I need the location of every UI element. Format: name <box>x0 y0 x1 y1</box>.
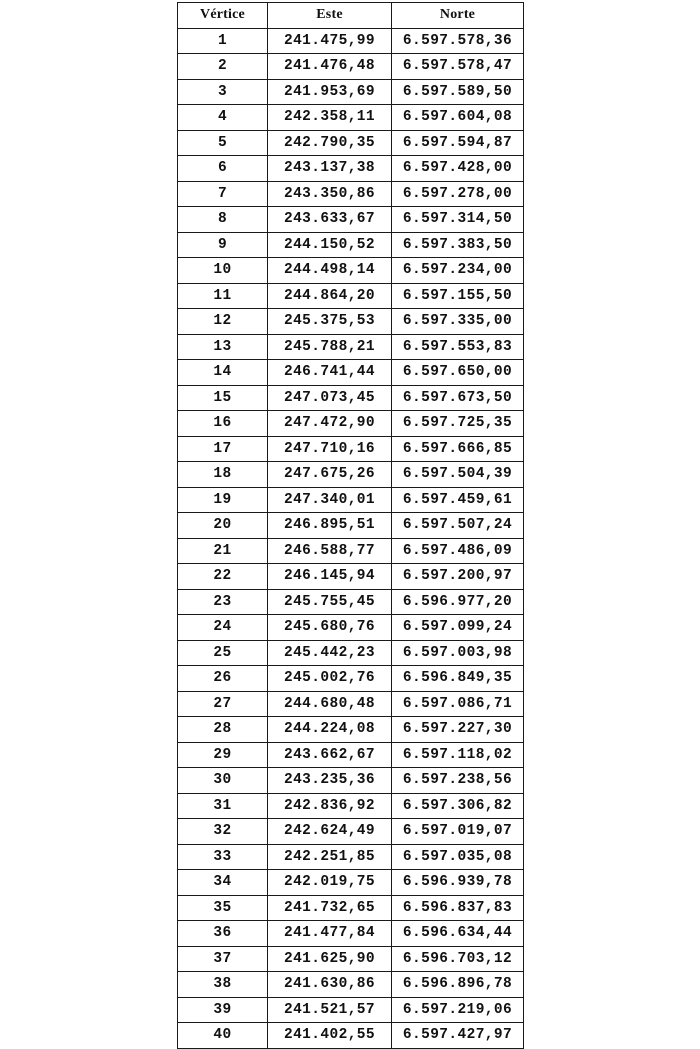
cell-vertex: 2 <box>178 54 268 80</box>
table-row <box>178 28 524 54</box>
cell-east: 244.224,08 <box>268 717 392 743</box>
cell-vertex: 31 <box>178 793 268 819</box>
cell-vertex: 16 <box>178 411 268 437</box>
cell-vertex: 11 <box>178 283 268 309</box>
table-row <box>178 564 524 590</box>
cell-east: 247.675,26 <box>268 462 392 488</box>
cell-east: 243.137,38 <box>268 156 392 182</box>
cell-east: 242.358,11 <box>268 105 392 131</box>
table-row <box>178 742 524 768</box>
cell-north: 6.597.234,00 <box>392 258 524 284</box>
table-row <box>178 997 524 1023</box>
table-row <box>178 487 524 513</box>
table-row <box>178 105 524 131</box>
cell-vertex: 6 <box>178 156 268 182</box>
cell-east: 244.150,52 <box>268 232 392 258</box>
cell-east: 247.073,45 <box>268 385 392 411</box>
cell-north: 6.596.849,35 <box>392 666 524 692</box>
cell-north: 6.597.306,82 <box>392 793 524 819</box>
cell-vertex: 22 <box>178 564 268 590</box>
cell-north: 6.597.666,85 <box>392 436 524 462</box>
table-row <box>178 819 524 845</box>
cell-vertex: 13 <box>178 334 268 360</box>
cell-east: 246.588,77 <box>268 538 392 564</box>
cell-east: 241.476,48 <box>268 54 392 80</box>
table-row <box>178 589 524 615</box>
table-row <box>178 283 524 309</box>
table-row <box>178 972 524 998</box>
table-row <box>178 844 524 870</box>
cell-vertex: 27 <box>178 691 268 717</box>
cell-north: 6.597.504,39 <box>392 462 524 488</box>
table-row <box>178 360 524 386</box>
table-row <box>178 156 524 182</box>
cell-north: 6.597.118,02 <box>392 742 524 768</box>
cell-vertex: 29 <box>178 742 268 768</box>
cell-vertex: 9 <box>178 232 268 258</box>
cell-vertex: 33 <box>178 844 268 870</box>
cell-north: 6.597.604,08 <box>392 105 524 131</box>
cell-east: 247.710,16 <box>268 436 392 462</box>
table-row <box>178 538 524 564</box>
table-row <box>178 513 524 539</box>
cell-vertex: 32 <box>178 819 268 845</box>
cell-east: 242.251,85 <box>268 844 392 870</box>
cell-north: 6.596.703,12 <box>392 946 524 972</box>
cell-east: 245.442,23 <box>268 640 392 666</box>
cell-vertex: 20 <box>178 513 268 539</box>
table-row <box>178 946 524 972</box>
cell-east: 241.475,99 <box>268 28 392 54</box>
table-row <box>178 207 524 233</box>
cell-vertex: 14 <box>178 360 268 386</box>
table-row <box>178 411 524 437</box>
cell-east: 241.732,65 <box>268 895 392 921</box>
cell-north: 6.597.428,00 <box>392 156 524 182</box>
cell-north: 6.597.589,50 <box>392 79 524 105</box>
cell-north: 6.597.486,09 <box>392 538 524 564</box>
cell-vertex: 19 <box>178 487 268 513</box>
cell-east: 243.662,67 <box>268 742 392 768</box>
header-row <box>178 3 524 29</box>
cell-vertex: 3 <box>178 79 268 105</box>
cell-east: 241.625,90 <box>268 946 392 972</box>
cell-vertex: 4 <box>178 105 268 131</box>
cell-north: 6.597.507,24 <box>392 513 524 539</box>
table-header <box>178 3 524 29</box>
cell-vertex: 36 <box>178 921 268 947</box>
cell-vertex: 24 <box>178 615 268 641</box>
cell-vertex: 5 <box>178 130 268 156</box>
cell-east: 247.472,90 <box>268 411 392 437</box>
cell-east: 242.790,35 <box>268 130 392 156</box>
table-row <box>178 258 524 284</box>
cell-vertex: 1 <box>178 28 268 54</box>
cell-north: 6.597.200,97 <box>392 564 524 590</box>
table-row <box>178 309 524 335</box>
cell-north: 6.597.278,00 <box>392 181 524 207</box>
cell-east: 245.375,53 <box>268 309 392 335</box>
cell-east: 245.002,76 <box>268 666 392 692</box>
cell-north: 6.597.553,83 <box>392 334 524 360</box>
table-row <box>178 334 524 360</box>
cell-east: 241.402,55 <box>268 1023 392 1049</box>
table-row <box>178 640 524 666</box>
cell-north: 6.596.837,83 <box>392 895 524 921</box>
cell-north: 6.597.459,61 <box>392 487 524 513</box>
cell-north: 6.597.673,50 <box>392 385 524 411</box>
cell-north: 6.597.099,24 <box>392 615 524 641</box>
cell-north: 6.597.086,71 <box>392 691 524 717</box>
cell-vertex: 37 <box>178 946 268 972</box>
table-row <box>178 79 524 105</box>
cell-north: 6.597.219,06 <box>392 997 524 1023</box>
cell-north: 6.597.650,00 <box>392 360 524 386</box>
cell-east: 241.953,69 <box>268 79 392 105</box>
cell-north: 6.597.238,56 <box>392 768 524 794</box>
cell-east: 241.630,86 <box>268 972 392 998</box>
cell-east: 243.633,67 <box>268 207 392 233</box>
table-row <box>178 181 524 207</box>
cell-north: 6.597.035,08 <box>392 844 524 870</box>
table-row <box>178 921 524 947</box>
table-row <box>178 436 524 462</box>
table-row <box>178 232 524 258</box>
cell-vertex: 39 <box>178 997 268 1023</box>
cell-east: 242.624,49 <box>268 819 392 845</box>
cell-east: 243.235,36 <box>268 768 392 794</box>
cell-east: 241.477,84 <box>268 921 392 947</box>
cell-north: 6.596.634,44 <box>392 921 524 947</box>
cell-vertex: 28 <box>178 717 268 743</box>
cell-east: 244.680,48 <box>268 691 392 717</box>
cell-north: 6.597.725,35 <box>392 411 524 437</box>
cell-vertex: 23 <box>178 589 268 615</box>
cell-east: 245.680,76 <box>268 615 392 641</box>
cell-north: 6.597.578,36 <box>392 28 524 54</box>
cell-north: 6.596.977,20 <box>392 589 524 615</box>
header-north: Norte <box>392 3 524 29</box>
cell-north: 6.597.227,30 <box>392 717 524 743</box>
table-row <box>178 54 524 80</box>
table-row <box>178 615 524 641</box>
cell-east: 242.836,92 <box>268 793 392 819</box>
cell-east: 245.788,21 <box>268 334 392 360</box>
table-row <box>178 666 524 692</box>
cell-north: 6.597.019,07 <box>392 819 524 845</box>
table-row <box>178 768 524 794</box>
cell-vertex: 25 <box>178 640 268 666</box>
table-row <box>178 130 524 156</box>
cell-north: 6.597.314,50 <box>392 207 524 233</box>
cell-north: 6.597.335,00 <box>392 309 524 335</box>
table-row <box>178 691 524 717</box>
cell-vertex: 7 <box>178 181 268 207</box>
table-row <box>178 717 524 743</box>
table-row <box>178 895 524 921</box>
table-row <box>178 870 524 896</box>
cell-vertex: 17 <box>178 436 268 462</box>
cell-east: 244.864,20 <box>268 283 392 309</box>
table-row <box>178 385 524 411</box>
table-body <box>178 28 524 1048</box>
cell-vertex: 10 <box>178 258 268 284</box>
cell-north: 6.597.155,50 <box>392 283 524 309</box>
header-vertex: Vértice <box>178 3 268 29</box>
cell-east: 247.340,01 <box>268 487 392 513</box>
coordinates-table <box>177 2 524 1049</box>
cell-vertex: 18 <box>178 462 268 488</box>
cell-north: 6.597.383,50 <box>392 232 524 258</box>
cell-vertex: 12 <box>178 309 268 335</box>
cell-east: 243.350,86 <box>268 181 392 207</box>
cell-vertex: 21 <box>178 538 268 564</box>
cell-east: 246.895,51 <box>268 513 392 539</box>
cell-vertex: 38 <box>178 972 268 998</box>
cell-east: 242.019,75 <box>268 870 392 896</box>
cell-east: 246.145,94 <box>268 564 392 590</box>
cell-north: 6.597.427,97 <box>392 1023 524 1049</box>
cell-east: 244.498,14 <box>268 258 392 284</box>
cell-vertex: 30 <box>178 768 268 794</box>
cell-vertex: 35 <box>178 895 268 921</box>
cell-vertex: 34 <box>178 870 268 896</box>
table-row <box>178 793 524 819</box>
cell-east: 245.755,45 <box>268 589 392 615</box>
cell-north: 6.597.003,98 <box>392 640 524 666</box>
cell-east: 246.741,44 <box>268 360 392 386</box>
cell-vertex: 40 <box>178 1023 268 1049</box>
cell-north: 6.597.594,87 <box>392 130 524 156</box>
cell-north: 6.596.896,78 <box>392 972 524 998</box>
cell-north: 6.596.939,78 <box>392 870 524 896</box>
cell-east: 241.521,57 <box>268 997 392 1023</box>
table-row <box>178 462 524 488</box>
cell-north: 6.597.578,47 <box>392 54 524 80</box>
cell-vertex: 15 <box>178 385 268 411</box>
header-east: Este <box>268 3 392 29</box>
cell-vertex: 26 <box>178 666 268 692</box>
cell-vertex: 8 <box>178 207 268 233</box>
table-row <box>178 1023 524 1049</box>
